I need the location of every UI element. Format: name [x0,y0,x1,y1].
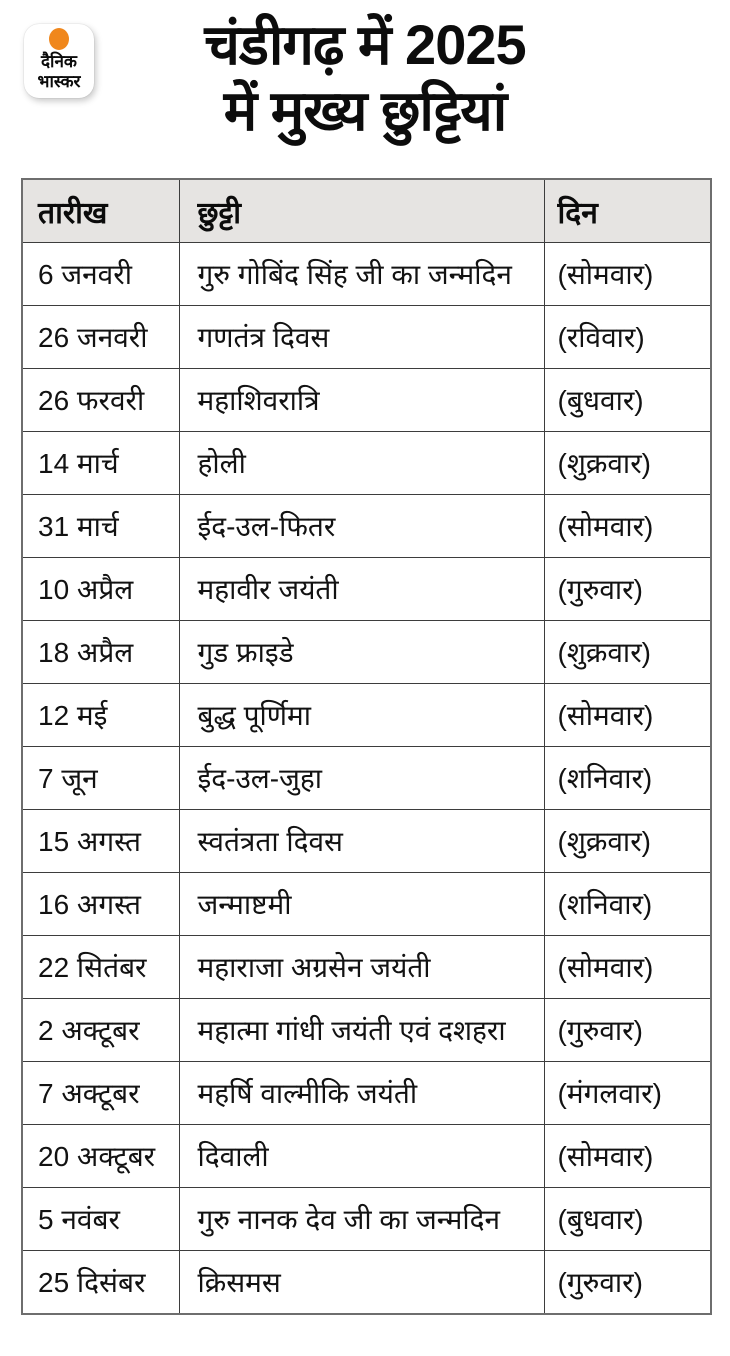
holiday-cell: महात्मा गांधी जयंती एवं दशहरा [179,999,544,1062]
holiday-cell: होली [179,432,544,495]
day-cell: (सोमवार) [544,1125,711,1188]
holiday-cell: महावीर जयंती [179,558,544,621]
table-row [22,495,711,558]
date-cell: 5 नवंबर [22,1188,179,1251]
holiday-cell: ईद-उल-जुहा [179,747,544,810]
day-cell: (रविवार) [544,306,711,369]
table-row [22,621,711,684]
holiday-table-body [22,243,711,1315]
page-title-line1: चंडीगढ़ में 2025 [204,13,526,76]
day-cell: (मंगलवार) [544,1062,711,1125]
logo-text-line2: भास्कर [37,72,81,91]
date-cell: 26 फरवरी [22,369,179,432]
date-cell: 10 अप्रैल [22,558,179,621]
day-cell: (शुक्रवार) [544,810,711,873]
holiday-cell: बुद्ध पूर्णिमा [179,684,544,747]
column-header-date: तारीख [22,179,179,243]
day-cell: (बुधवार) [544,1188,711,1251]
column-header-holiday: छुट्टी [179,179,544,243]
holiday-cell: गणतंत्र दिवस [179,306,544,369]
day-cell: (गुरुवार) [544,558,711,621]
table-row [22,1188,711,1251]
date-cell: 14 मार्च [22,432,179,495]
table-row [22,432,711,495]
table-row [22,936,711,999]
date-cell: 20 अक्टूबर [22,1125,179,1188]
table-row [22,1251,711,1315]
date-cell: 15 अगस्त [22,810,179,873]
day-cell: (गुरुवार) [544,999,711,1062]
holiday-cell: दिवाली [179,1125,544,1188]
holiday-cell: गुड फ्राइडे [179,621,544,684]
day-cell: (बुधवार) [544,369,711,432]
holidays-table [21,178,712,1315]
day-cell: (सोमवार) [544,684,711,747]
table-row [22,1062,711,1125]
day-cell: (सोमवार) [544,495,711,558]
date-cell: 12 मई [22,684,179,747]
holiday-cell: महर्षि वाल्मीकि जयंती [179,1062,544,1125]
logo-text-line1: दैनिक [41,52,77,71]
date-cell: 31 मार्च [22,495,179,558]
date-cell: 7 अक्टूबर [22,1062,179,1125]
day-cell: (शनिवार) [544,747,711,810]
date-cell: 25 दिसंबर [22,1251,179,1315]
table-row [22,1125,711,1188]
holiday-cell: क्रिसमस [179,1251,544,1315]
date-cell: 6 जनवरी [22,243,179,306]
holiday-cell: महाशिवरात्रि [179,369,544,432]
holiday-cell: गुरु गोबिंद सिंह जी का जन्मदिन [179,243,544,306]
table-row [22,999,711,1062]
holiday-cell: महाराजा अग्रसेन जयंती [179,936,544,999]
day-cell: (सोमवार) [544,936,711,999]
table-row [22,810,711,873]
table-row [22,873,711,936]
page-title-line2: में मुख्य छुट्टियां [223,79,507,142]
table-header-row [22,179,711,243]
table-row [22,684,711,747]
table-row [22,369,711,432]
holiday-cell: गुरु नानक देव जी का जन्मदिन [179,1188,544,1251]
date-cell: 18 अप्रैल [22,621,179,684]
table-row [22,306,711,369]
day-cell: (गुरुवार) [544,1251,711,1315]
day-cell: (शुक्रवार) [544,621,711,684]
holiday-cell: जन्माष्टमी [179,873,544,936]
date-cell: 2 अक्टूबर [22,999,179,1062]
holiday-cell: ईद-उल-फितर [179,495,544,558]
table-row [22,243,711,306]
date-cell: 22 सितंबर [22,936,179,999]
table-row [22,558,711,621]
column-header-day: दिन [544,179,711,243]
holiday-cell: स्वतंत्रता दिवस [179,810,544,873]
date-cell: 26 जनवरी [22,306,179,369]
table-row [22,747,711,810]
day-cell: (सोमवार) [544,243,711,306]
date-cell: 16 अगस्त [22,873,179,936]
page-title [0,12,730,144]
date-cell: 7 जून [22,747,179,810]
day-cell: (शुक्रवार) [544,432,711,495]
day-cell: (शनिवार) [544,873,711,936]
